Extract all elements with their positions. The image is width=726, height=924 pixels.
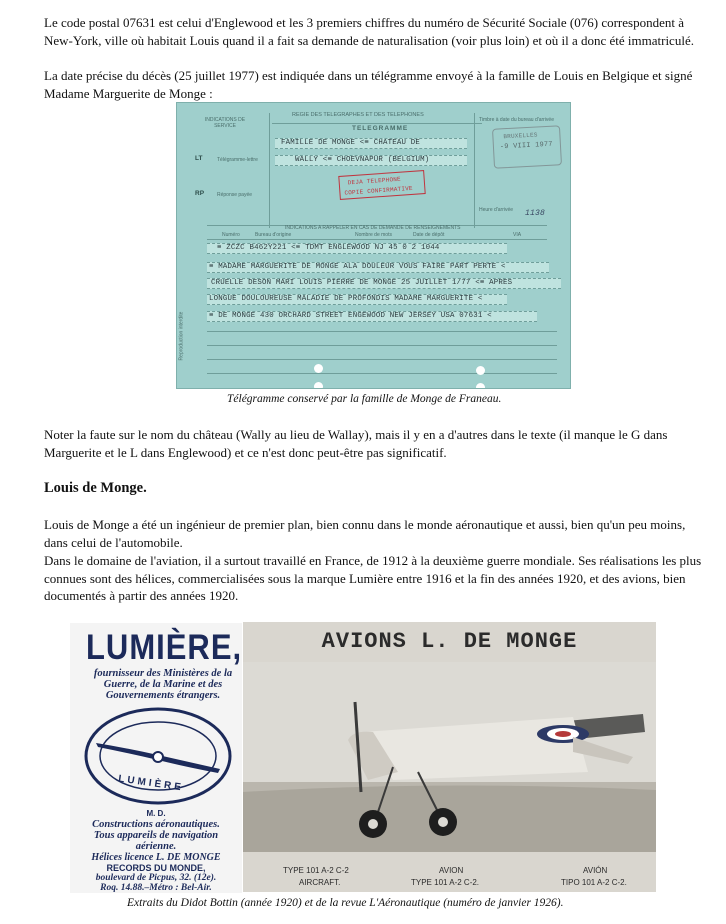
- col-via: VIA: [513, 232, 522, 238]
- note-paragraph: Noter la faute sur le nom du château (Wally au lieu de Wallay), mais il y en a d'autres dans le texte (il manque le G dans Marguerite et le L dans Englewood) et ce n'est donc peut-être pas significatif.: [44, 427, 668, 460]
- lumiere-line-4: RECORDS DU MONDE,: [106, 863, 206, 873]
- caption-spanish-2: TIPO 101 A-2 C-2.: [561, 878, 627, 887]
- hour-value: 1138: [525, 209, 546, 218]
- caption-english-2: AIRCRAFT.: [299, 878, 341, 887]
- lumiere-brand: LUMIÈRE,: [86, 627, 243, 668]
- telegram-side-text: Reproduction interdite: [178, 311, 185, 361]
- lumiere-md: M. D.: [146, 809, 166, 818]
- intro-paragraph-1: Le code postal 07631 est celui d'Englewood et les 3 premiers chiffres du numéro de Sécurité Sociale (076) correspondent à New-York, ville où habitait Louis quand il a fait sa demande de naturalisation (voir plus loin) et où il a donc été immatriculé.: [44, 15, 694, 48]
- caption-spanish-1: AVIÓN: [583, 866, 608, 875]
- caption-english-1: TYPE 101 A-2 C-2: [283, 866, 349, 875]
- propeller-logo: [82, 705, 234, 807]
- col-bureau: Bureau d'origine: [255, 232, 292, 238]
- punch-hole: [476, 366, 485, 375]
- lumiere-supplier: fournisseur des Ministères de la Guerre, de la Marine et des Gouvernements étrangers.: [93, 668, 233, 701]
- telegram-message-line-3: CRUELLE DESON MARI LOUIS PIERRE DE MONGE 25 JUILLET 1/77 <≡ APRES: [211, 279, 513, 287]
- telegram-header: REGIE DES TELEGRAPHES ET DES TELEPHONES: [292, 112, 424, 118]
- section-heading: Louis de Monge.: [44, 480, 147, 496]
- punch-hole: [314, 364, 323, 373]
- telegram-address-2: WALLY <≡ CHOEVNAPUR (BELGIUM): [295, 156, 430, 164]
- bottom-caption: Extraits du Didot Bottin (année 1920) et de la revue L'Aéronautique (numéro de janvier 1926).: [127, 897, 564, 909]
- telegram-message-line-2: ≡ MADAME MARGUERITE DE MONGE ALA DOULEUR VOUS FAIRE PART PERTE <: [209, 263, 506, 271]
- red-confirmation-stamp: DEJA TELEPHONE COPIE CONFIRMATIVE: [338, 170, 425, 200]
- rp-sub: Réponse payée: [217, 192, 253, 198]
- lumiere-advertisement: [70, 623, 242, 893]
- intro-paragraph-2: La date précise du décès (25 juillet 1977) est indiquée dans un télégramme envoyé à la famille de Louis en Belgique et signé Madame Marguerite de Monge :: [44, 68, 693, 101]
- punch-hole: [314, 382, 323, 389]
- telegram-message-line-5: ≡ DE MONGE 430 ORCHARD STREET ENGEWOOD NEW JERSEY USA 07631 <: [209, 312, 492, 320]
- rp-label: RP: [195, 190, 205, 197]
- postmark-stamp: BRUXELLES -9 VIII 1977: [492, 125, 562, 169]
- body-paragraph-1: Louis de Monge a été un ingénieur de premier plan, bien connu dans le monde aéronautique et aussi, bien qu'un peu moins, dans celui de l'automobile.: [44, 517, 686, 550]
- punch-hole: [476, 383, 485, 389]
- telegram-title: TELEGRAMME: [352, 125, 409, 132]
- propeller-text: LUMIÈRE: [117, 773, 185, 794]
- caption-french-1: AVION: [439, 866, 464, 875]
- telegram-address-1: FAMILLE DE MONGE <≡ CHATEAU DE: [281, 139, 421, 147]
- telegram-indications: INDICATIONS DE SERVICE: [204, 117, 246, 129]
- telegram-notice: INDICATIONS A RAPPELER EN CAS DE DEMANDE DE RENSEIGNEMENTS: [285, 225, 461, 231]
- lumiere-line-1: Constructions aéronautiques.: [92, 819, 220, 830]
- telegram-image: [176, 102, 571, 389]
- avions-title: AVIONS L. DE MONGE: [321, 629, 578, 654]
- col-date: Date de dépôt: [413, 232, 445, 238]
- telegram-message-line-1: ≡ ZCZC B462Y221 <≡ TDMT ENGLEWOOD NJ 45 0 2 1044: [217, 244, 440, 252]
- lumiere-line-5: boulevard de Picpus, 32. (12e).: [95, 873, 217, 883]
- airplane-photo: [243, 662, 656, 852]
- hour-label: Heure d'arrivée: [479, 207, 514, 213]
- body-paragraph-2: Dans le domaine de l'aviation, il a surtout travaillé en France, de 1912 à la deuxième guerre mondiale. Ses réalisations les plus connues sont des hélices, commercialisées sous la marque Lumière entre 1916 et la fin des années 1920, et des avions, bien documentés à partir des années 1920.: [44, 553, 702, 603]
- col-numero: Numéro: [222, 232, 240, 238]
- lumiere-line-2: Tous appareils de navigation aérienne.: [93, 830, 219, 852]
- col-mots: Nombre de mots: [355, 232, 392, 238]
- telegram-caption: Télégramme conservé par la famille de Monge de Franeau.: [227, 393, 502, 405]
- lt-sub: Télégramme-lettre: [217, 157, 258, 163]
- caption-french-2: TYPE 101 A-2 C-2.: [411, 878, 480, 887]
- avions-advertisement: [243, 622, 656, 892]
- telegram-message-line-4: LONGUE DOULOUREUSE MALADIE DE PROFONDIS MADAME MARGUERITE <: [209, 295, 483, 303]
- lumiere-line-6: Roq. 14.88.–Métro : Bel-Air.: [100, 883, 212, 893]
- lt-label: LT: [195, 155, 203, 162]
- telegram-stamp-label: Timbre à date du bureau d'arrivée: [479, 117, 554, 123]
- lumiere-line-3: Hélices licence L. DE MONGE: [91, 852, 221, 863]
